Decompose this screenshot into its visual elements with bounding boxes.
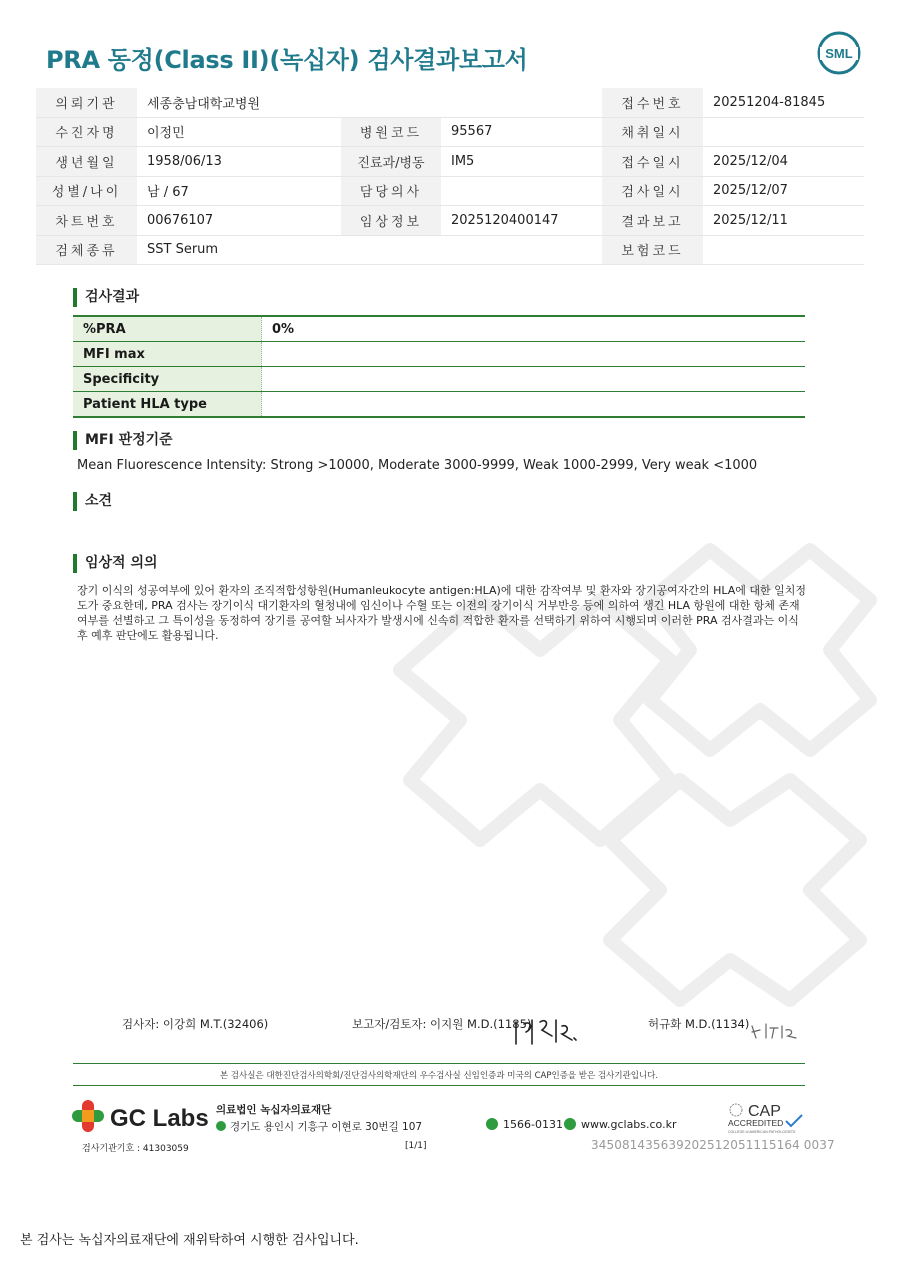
info-row (36, 117, 864, 147)
doctor-value (441, 176, 602, 206)
result-label: %PRA (73, 316, 262, 342)
result-value (262, 392, 806, 418)
certification-note: 본 검사실은 대한진단검사의학회/진단검사의학재단의 우수검사실 신임인증과 미국의 CAP인증을 받은 검사기관입니다. (219, 1071, 659, 1081)
cap-accredited-logo (726, 1101, 806, 1135)
tester-signature-line: 검사자: 이강희 M.T.(32406) (122, 1017, 269, 1031)
result-row (73, 392, 805, 418)
doctor-label: 담당의사 (341, 176, 441, 206)
patient-info-table (36, 88, 864, 265)
report-date-value: 2025/12/11 (703, 206, 864, 236)
collection-date-value (703, 117, 864, 147)
chart-no-value: 00676107 (137, 206, 341, 236)
footer-divider-bottom (73, 1085, 805, 1086)
info-row (36, 206, 864, 236)
test-date-value: 2025/12/07 (703, 176, 864, 206)
receipt-no-label: 접수번호 (602, 88, 703, 117)
address-text: 경기도 용인시 기흥구 이현로 30번길 107 (230, 1121, 423, 1133)
third-handwritten-signature (748, 1020, 800, 1042)
gc-labs-logo (72, 1098, 212, 1134)
reporter-handwritten-signature (512, 1014, 580, 1048)
dept-value: IM5 (441, 147, 602, 177)
mfi-criteria-text: Mean Fluorescence Intensity: Strong >10000, Moderate 3000-9999, Weak 1000-2999, Very weak <1000 (77, 458, 758, 473)
clinical-info-value: 2025120400147 (441, 206, 602, 236)
result-label: MFI max (73, 342, 262, 367)
clinical-significance-text: 장기 이식의 성공여부에 있어 환자의 조직적합성항원(Humanleukocyte antigen:HLA)에 대한 감작여부 및 환자와 장기공여자간의 HLA에 대한 일치정도가 중요한데, PRA 검사는 장기이식 대기환자의 혈청내에 임신이나 수혈 또는 이전의 장기이식 거부반응 등에 의하여 생긴 HLA 항원에 대한 항체 존재 여부를 선별하고 그 특이성을 동정하여 장기를 공여할 뇌사자가 발생시에 신속히 적합한 환자를 선택하기 위하여 시행되며 이러한 PRA 검사결과는 이식 후 예후 판단에도 활용됩니다. (77, 584, 807, 642)
insurance-value (703, 235, 864, 265)
specimen-label: 검체종류 (36, 235, 137, 265)
report-date-label: 결과보고 (602, 206, 703, 236)
result-row (73, 367, 805, 392)
institution-number: 검사기관기호 : 41303059 (82, 1144, 189, 1154)
chart-no-label: 차트번호 (36, 206, 137, 236)
cap-small-text: COLLEGE of AMERICAN PATHOLOGISTS (728, 1130, 796, 1134)
test-date-label: 검사일시 (602, 176, 703, 206)
birth-label: 생년월일 (36, 147, 137, 177)
cap-logo-text: CAP (748, 1103, 781, 1120)
reporter-signature-line: 보고자/검토자: 이지원 M.D.(1185) (352, 1017, 532, 1031)
home-icon (564, 1118, 576, 1130)
recipient-value: 이정민 (137, 117, 341, 147)
sml-logo-text: SML (825, 46, 853, 61)
result-label: Patient HLA type (73, 392, 262, 418)
hospital-label: 의뢰기관 (36, 88, 137, 117)
clinical-heading: 임상적 의의 (73, 554, 158, 573)
specimen-value: SST Serum (137, 235, 602, 265)
birth-value: 1958/06/13 (137, 147, 341, 177)
gc-labs-logo-text: GC Labs (110, 1105, 209, 1132)
result-row (73, 316, 805, 342)
receipt-date-value: 2025/12/04 (703, 147, 864, 177)
info-row (36, 147, 864, 177)
result-label: Specificity (73, 367, 262, 392)
mfi-heading: MFI 판정기준 (73, 431, 173, 450)
website (564, 1118, 677, 1131)
dept-label: 진료과/병동 (341, 147, 441, 177)
location-pin-icon (216, 1121, 226, 1131)
insurance-label: 보험코드 (602, 235, 703, 265)
reference-lab-note: 본 검사는 녹십자의료재단에 재위탁하여 시행한 검사입니다. (20, 1233, 359, 1248)
footer-divider-top (73, 1063, 805, 1064)
result-value (262, 367, 806, 392)
info-row (36, 235, 864, 265)
cap-accredited-text: ACCREDITED (728, 1118, 784, 1128)
collection-date-label: 채취일시 (602, 117, 703, 147)
result-row (73, 342, 805, 367)
receipt-date-label: 접수일시 (602, 147, 703, 177)
info-row (36, 176, 864, 206)
sml-logo (816, 30, 862, 76)
info-row (36, 88, 864, 117)
page-number: [1/1] (405, 1141, 427, 1151)
third-signature-line: 허규화 M.D.(1134) (648, 1017, 750, 1031)
website-text: www.gclabs.co.kr (581, 1118, 677, 1131)
results-heading: 검사결과 (73, 288, 139, 307)
phone-text: 1566-0131 (503, 1118, 563, 1131)
receipt-no-value: 20251204-81845 (703, 88, 864, 117)
results-table (73, 315, 805, 418)
sex-age-value: 남 / 67 (137, 176, 341, 206)
result-value: 0% (262, 316, 806, 342)
clinical-info-label: 임상정보 (341, 206, 441, 236)
opinion-heading: 소견 (73, 492, 112, 511)
hospital-code-label: 병원코드 (341, 117, 441, 147)
org-name: 의료법인 녹십자의료재단 (216, 1104, 332, 1116)
phone-icon (486, 1118, 498, 1130)
recipient-label: 수진자명 (36, 117, 137, 147)
org-address (216, 1119, 422, 1134)
hospital-code-value: 95567 (441, 117, 602, 147)
result-value (262, 342, 806, 367)
report-title: PRA 동정(Class II)(녹십자) 검사결과보고서 (46, 46, 528, 74)
barcode-number: 345081435639202512051115164 0037 (591, 1138, 835, 1152)
phone-number (486, 1118, 563, 1131)
sex-age-label: 성별/나이 (36, 176, 137, 206)
hospital-value: 세종충남대학교병원 (137, 88, 602, 117)
